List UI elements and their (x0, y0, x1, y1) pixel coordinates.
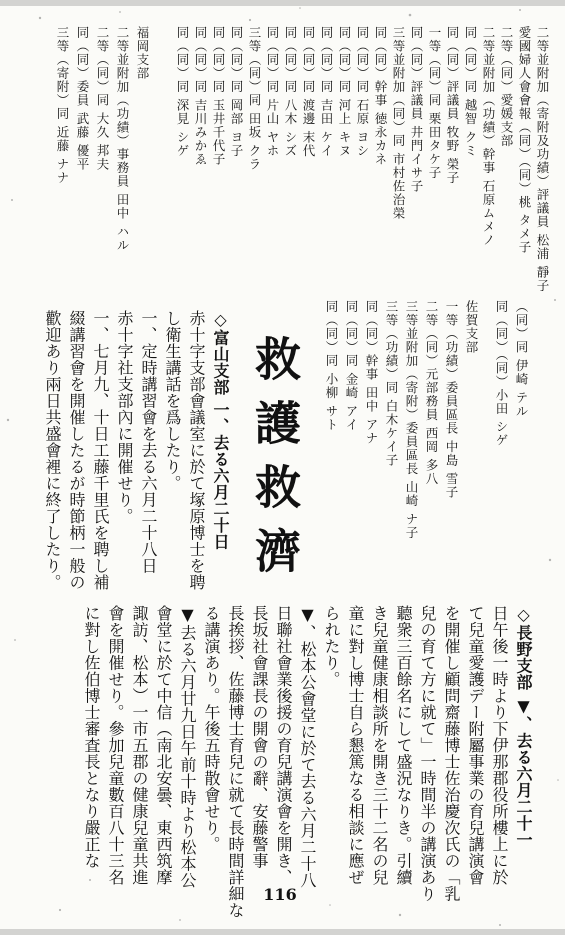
member-list-column: 同（同）同 深見 シゲ (175, 26, 190, 158)
member-list-column: 愛國婦人會會報（同）（同）桃 タメ子 (517, 26, 532, 255)
member-list-column: 二等（同）愛媛支部 (499, 26, 514, 148)
member-list-column: 二等（同）元部務員 西岡 多八 (424, 300, 439, 486)
article-column: 會堂に於て中信（南北安曇、東西筑摩 (154, 605, 173, 886)
member-list-column: 二等並附加（功績）幹事 石原ムメノ (481, 26, 496, 247)
member-list-column: 同（同）評議員 井門イサ子 (409, 26, 424, 193)
member-list-column: 同（同）同 金崎 アイ (344, 300, 359, 432)
article-column: 綴講習會を開催したるが時節柄一般の (67, 310, 86, 591)
member-list-column: 同（同）同 片山 ヤホ (265, 26, 280, 158)
article-column: 會を開催せり。參加兒童數百八十三名 (106, 605, 125, 886)
member-list-column: 同（同）同 石原 ヨシ (355, 26, 370, 158)
member-list-column: 二等並附加（功績）事務員 田中 ハル (115, 26, 130, 252)
member-list-column: 三等並附加（同）同 市村佐治榮 (391, 26, 406, 220)
article-column: ◇長野支部 ▼、去る六月二十一 (514, 605, 533, 849)
member-list-column: 佐賀支部 (464, 300, 479, 354)
member-list-column: 同（同）同 河上 キヌ (337, 26, 352, 158)
member-list-column: 三等（同）同 田坂 クラ (247, 26, 262, 171)
article-column: 一、定時講習會を去る六月二十八日 (139, 310, 158, 574)
article-column: 一、七月九、十日工藤千里氏を聘し補 (91, 310, 110, 591)
member-list-column: 同（同）同 玉井千代子 (211, 26, 226, 166)
member-list-column: 三等並附加（寄附）委員區長 山崎 ナ子 (404, 300, 419, 540)
member-list-column: 同（同）同 吉川みかゑ (193, 26, 208, 166)
article-column: ▼、松本公會堂に於て去る六月二十八 (298, 605, 317, 889)
page-number: 116 (263, 885, 297, 904)
article-column: る講演あり。午後五時散會せり。 (202, 605, 221, 853)
member-list-column: 同（同）同 八木 シズ (283, 26, 298, 158)
member-list-column: 同（同）同 渡邊 末代 (301, 26, 316, 158)
article-column: 聽衆三百餘名にして盛況なりき。引續 (394, 605, 413, 886)
article-column: 長挨拶、佐藤博士育兒に就て長時間詳細な (226, 605, 245, 919)
member-list-column: 二等（同）同 大久 邦夫 (95, 26, 110, 171)
member-list-column: 同（同）幹事 田中 アナ (364, 300, 379, 445)
member-list-column: 一等（功績）委員區長 中島 雪子 (444, 300, 459, 499)
member-list-column: 三等（寄附）同 近藤 ナナ (55, 26, 70, 185)
article-column: 赤十字社支部內に開催せり。 (115, 310, 134, 525)
member-list-column: 三等（功績）同 白木ケイ子 (384, 300, 399, 467)
member-list-column: 二等並附加（寄附及功績）評議員 松浦 靜子 (535, 26, 550, 293)
article-column: 日午後一時より下伊那郡役所樓上に於 (490, 605, 509, 886)
article-column: し衛生講話を爲したり。 (163, 310, 182, 492)
article-column: 日聯社會業後援の育兒講演會を開き、 (274, 605, 293, 886)
member-list-column: 同（同）同 越智 クミ (463, 26, 478, 158)
article-column: 歡迎あり兩日共盛會裡に終了したり。 (43, 310, 62, 591)
member-list (28, 26, 550, 293)
member-list-column: 福岡支部 (135, 26, 150, 80)
article-column: 童に對し博士自ら懇篤なる相談に應ぜ (346, 605, 365, 886)
member-list-column: （同）同 伊崎 テル (514, 300, 529, 418)
member-list-column: 同（同）（同）小田 シゲ (494, 300, 509, 448)
article-column: 諏訪、松本）一市五郡の健康兒童共進 (130, 605, 149, 886)
article-column: ◇富山支部 一、去る六月二十日 (211, 310, 230, 551)
member-list-column: 同（同）同 岡部 ヨ子 (229, 26, 244, 158)
article-column: て兒童愛護デー附屬事業の育兒講演會 (466, 605, 485, 886)
article-column: き兒童健康相談所を開き三十二名の兒 (370, 605, 389, 886)
member-list-column: 同（同）同 吉田 ケイ (319, 26, 334, 158)
article-column: 赤十字支部會議室に於て塚原博士を聘 (187, 310, 206, 591)
member-list-column: 一等（同）同 栗田タケ子 (427, 26, 442, 180)
member-list-column: 同（同）評議員 牧野 榮子 (445, 26, 460, 185)
member-list-column: 同（同）委員 武藤 優平 (75, 26, 90, 171)
article-column: ▼去る六月廿九日午前十時より松本公 (178, 605, 197, 889)
article-column: 兒の育て方に就て」一時間半の講演あり (418, 605, 437, 902)
article-column: に對し佐伯博士審査長となり嚴正な (82, 605, 101, 869)
article-column: られたり。 (322, 605, 341, 688)
article-column: 長坂社會課長の開會の辭、安藤警事 (250, 605, 269, 869)
section-heading: 救護救濟 (248, 335, 302, 591)
member-list-column: 同（同）幹事 徳永カネ (373, 26, 388, 166)
member-list-column: 同（同）同 小柳 サト (324, 300, 339, 432)
article-column: を開催し顧問齋藤博士佐治慶次氏の「乳 (442, 605, 461, 902)
